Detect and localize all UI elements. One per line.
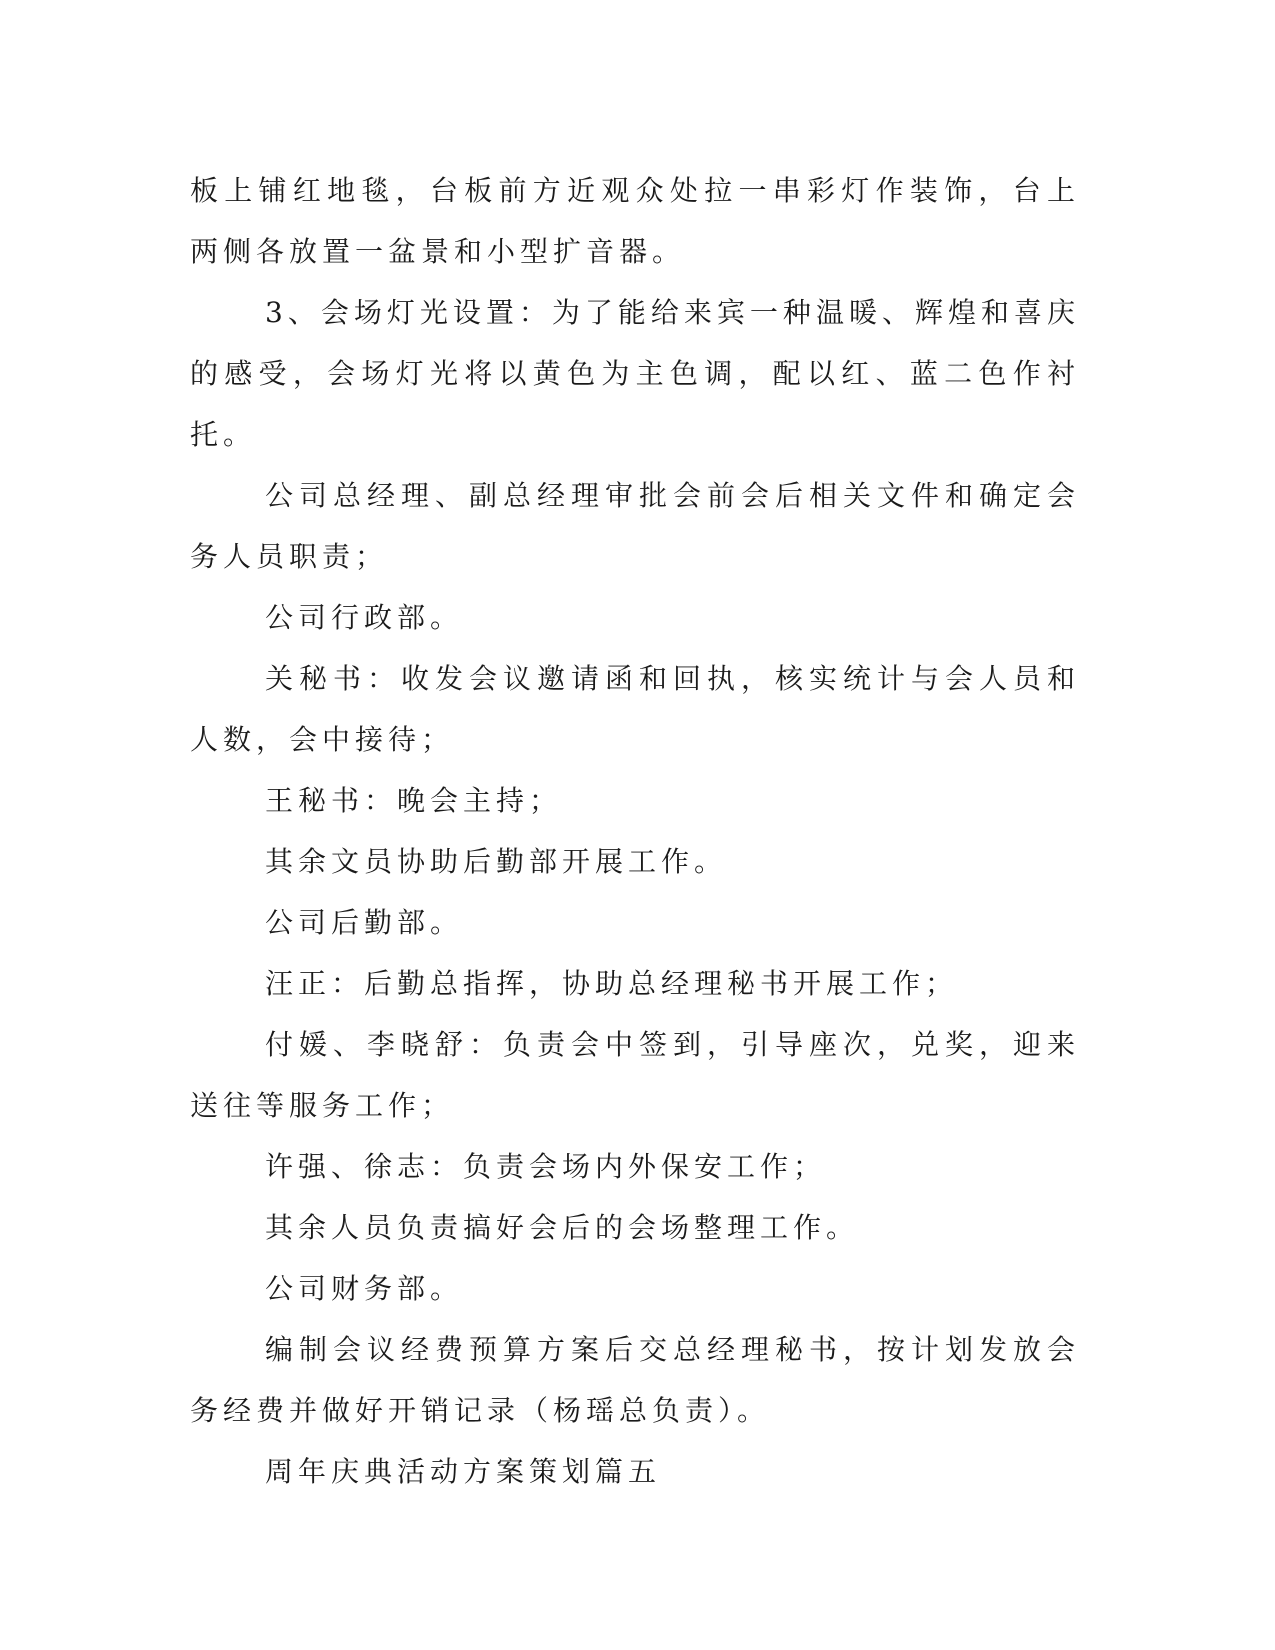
paragraph-lighting-setup: 3、会场灯光设置：为了能给来宾一种温暖、辉煌和喜庆的感受，会场灯光将以黄色为主色调，配以红、蓝二色作衬托。 (190, 296, 1080, 451)
heading-finance-department: 公司财务部。 (265, 1272, 464, 1305)
paragraph-management-duties: 公司总经理、副总经理审批会前会后相关文件和确定会务人员职责； (190, 479, 1080, 573)
paragraph-secretary-wang: 王秘书：晚会主持； (265, 784, 563, 817)
paragraph-wang-zheng: 汪正：后勤总指挥，协助总经理秘书开展工作； (265, 967, 959, 1000)
heading-admin-department: 公司行政部。 (265, 601, 464, 634)
paragraph-secretary-guan: 关秘书：收发会议邀请函和回执，核实统计与会人员和人数，会中接待； (190, 662, 1080, 756)
paragraph-budget: 编制会议经费预算方案后交总经理秘书，按计划发放会务经费并做好开销记录（杨瑶总负责）。 (190, 1333, 1080, 1427)
paragraph-security: 许强、徐志：负责会场内外保安工作； (265, 1150, 827, 1183)
document-body (190, 160, 1080, 1502)
heading-logistics-department: 公司后勤部。 (265, 906, 464, 939)
paragraph-fu-li: 付媛、李晓舒：负责会中签到，引导座次，兑奖，迎来送往等服务工作； (190, 1028, 1080, 1122)
paragraph-stage-decoration: 板上铺红地毯，台板前方近观众处拉一串彩灯作装饰，台上两侧各放置一盆景和小型扩音器。 (190, 174, 1080, 268)
section-title-part-five: 周年庆典活动方案策划篇五 (265, 1455, 662, 1488)
paragraph-cleanup: 其余人员负责搞好会后的会场整理工作。 (265, 1211, 860, 1244)
paragraph-other-clerks: 其余文员协助后勤部开展工作。 (265, 845, 728, 878)
